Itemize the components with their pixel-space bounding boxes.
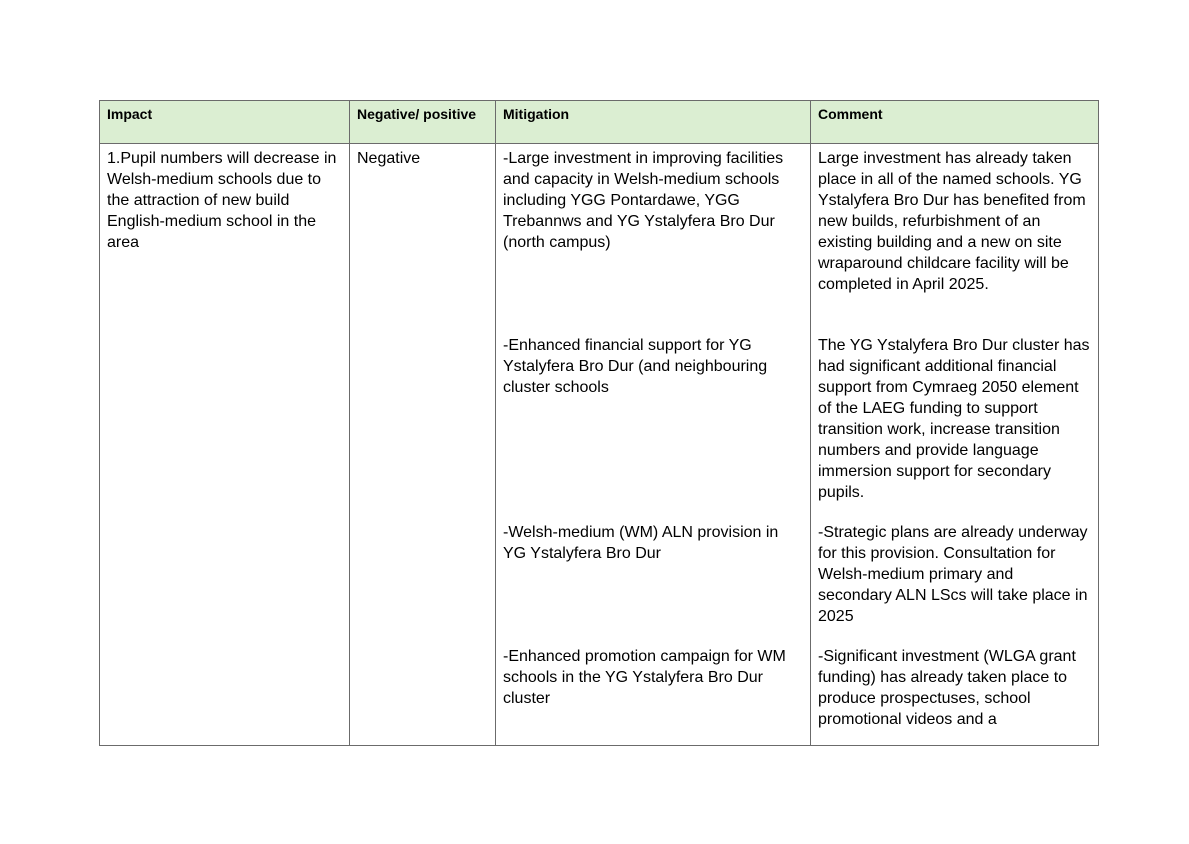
table-row [100, 144, 1099, 746]
header-impact: Impact [100, 101, 350, 144]
cell-mitigation [496, 144, 811, 746]
mitigation-item: -Enhanced financial support for YG Ystalyfera Bro Dur (and neighbouring cluster schools [503, 337, 768, 396]
mitigation-item: -Large investment in improving facilities and capacity in Welsh-medium schools including YGG Pontardawe, YGG Trebannws and YG Ystalyfera Bro Dur (north campus) [503, 150, 784, 251]
header-negative-positive: Negative/ positive [350, 101, 496, 144]
comment-item: The YG Ystalyfera Bro Dur cluster has had significant additional financial support from Cymraeg 2050 element of the LAEG funding to support transition work, increase transition numbers and provide language immersion support for secondary pupils. [818, 337, 1090, 501]
cell-impact: 1.Pupil numbers will decrease in Welsh-medium schools due to the attraction of new build English-medium school in the area [100, 144, 350, 746]
impact-assessment-table [99, 100, 1099, 746]
mitigation-item: -Welsh-medium (WM) ALN provision in YG Ystalyfera Bro Dur [503, 524, 779, 562]
cell-negative-positive: Negative [350, 144, 496, 746]
comment-item: -Significant investment (WLGA grant funding) has already taken place to produce prospectuses, school promotional videos and a [818, 648, 1076, 728]
header-comment: Comment [811, 101, 1099, 144]
table-header-row [100, 101, 1099, 144]
comment-item: Large investment has already taken place in all of the named schools. YG Ystalyfera Bro Dur has benefited from new builds, refurbishment of an existing building and a new on site wraparound childcare facility will be completed in April 2025. [818, 150, 1086, 293]
mitigation-item: -Enhanced promotion campaign for WM schools in the YG Ystalyfera Bro Dur cluster [503, 648, 786, 707]
header-mitigation: Mitigation [496, 101, 811, 144]
cell-comment [811, 144, 1099, 746]
comment-item: -Strategic plans are already underway for this provision. Consultation for Welsh-medium primary and secondary ALN LScs will take place in 2025 [818, 524, 1088, 625]
